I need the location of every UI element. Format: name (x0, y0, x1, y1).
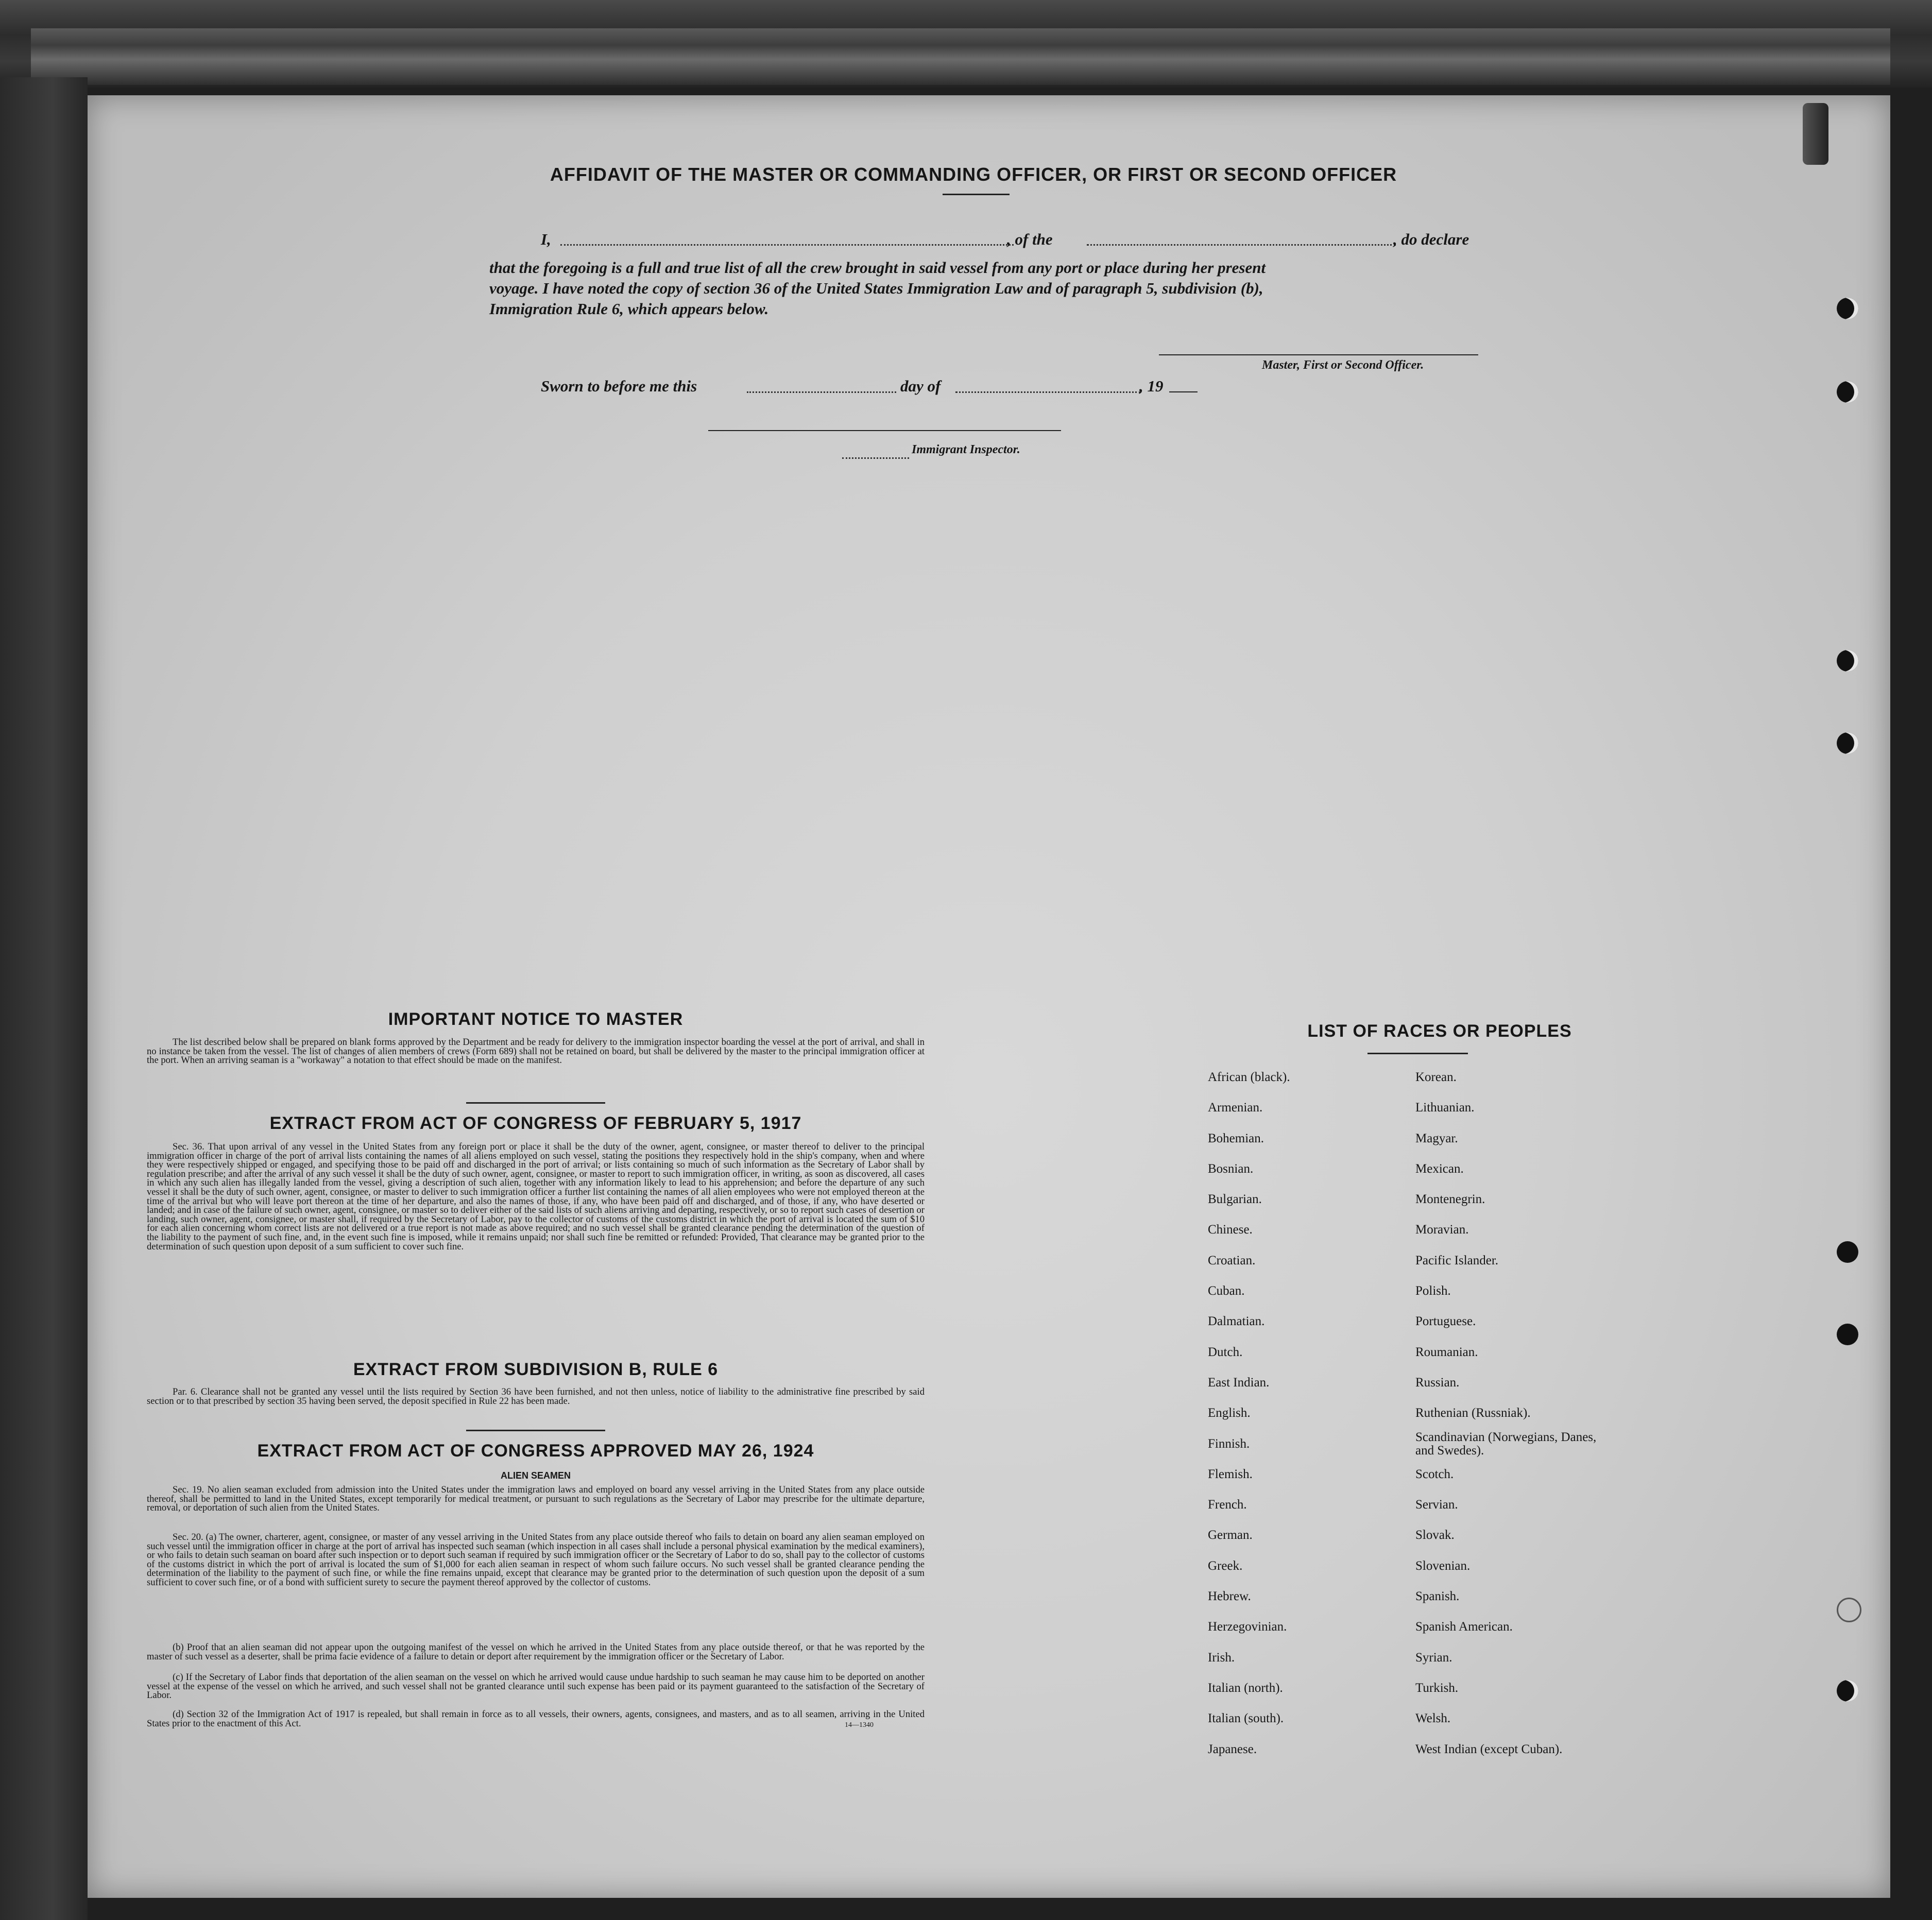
scanner-background-left (0, 77, 88, 1920)
rule6-body: Par. 6. Clearance shall not be granted any vessel until the lists required by Section 36 have been furnished, and not then unless, notice of liability to the administrative fine prescribed by said section or to that prescribed by section 35 having been served, the deposit specified in Rule 22 has been made. (147, 1386, 925, 1407)
race-item: English. (1208, 1406, 1251, 1420)
race-item: Croatian. (1208, 1253, 1256, 1267)
race-item: Russian. (1415, 1375, 1460, 1390)
sec20c-text: (c) If the Secretary of Labor finds that deportation of the alien seaman on the vessel on which he arrived would cause undue hardship to such seaman he may cause him to be deported on another vessel at the expense of the vessel on which he arrived, and such vessel shall not be granted clearance until such expense has been paid or its payment guaranteed to the satisfaction of the Secretary of Labor. (147, 1672, 925, 1701)
race-item: Montenegrin. (1415, 1192, 1485, 1207)
race-item: Dutch. (1208, 1345, 1243, 1359)
affidavit-do-declare: , do declare (1393, 230, 1469, 248)
name-blank[interactable] (560, 244, 1014, 246)
sec20a-text: Sec. 20. (a) The owner, charterer, agent, consignee, or master of any vessel arriving in the United States from any place outside thereof who fails to detain on board any alien seaman employed on such vessel until the immigration officer in charge at the port of arrival has inspected such seaman (which inspection in all cases shall include a personal physical examination by the medical examiners), or who fails to detain such seaman on board after such inspection or to deport such seaman if required by such immigration officer or the Secretary of Labor to do so, shall pay to the collector of customs of the customs district in which the port of arrival is located the sum of $1,000 for each alien seaman in respect of whom such failure occurs. No such vessel shall be granted clearance pending the determination of the liability to the payment of such fine, or while the fine remains unpaid, except that clearance may be granted prior to the determination of such question upon the deposit of a sum sufficient to cover such fine, or of a bond with sufficient surety to secure the payment thereof approved by the collector of customs. (147, 1532, 925, 1588)
races-title: LIST OF RACES OR PEOPLES (1307, 1021, 1572, 1041)
affidavit-i: I, (541, 230, 551, 248)
race-item: Portuguese. (1415, 1314, 1476, 1329)
affidavit-line-3: Immigration Rule 6, which appears below. (489, 300, 769, 318)
extract-1917-body: Sec. 36. That upon arrival of any vessel in the United States from any foreign port or place it shall be the duty of the owner, agent, consignee, or master thereof to deliver to the principal immigration officer in charge of the port of arrival lists containing the names of all aliens employed on such vessel, stating the positions they respectively hold in the ship's company, when and where they were respectively shipped or engaged, and specifying those to be paid off and discharged in the port of arrival; or lists containing so much of such information as the Secretary of Labor shall by regulation prescribe; and after the arrival of any such vessel it shall be the duty of such owner, agent, consignee, or master to report to such immigration officer, in writing, as soon as discovered, all cases in which any such alien has illegally landed from the vessel, giving a description of such alien, together with any information likely to lead to his apprehension; and before the departure of any such vessel it shall be the duty of such owner, agent, consignee, or master to deliver to such immigration officer a further list containing the names of all alien employees who were not employed thereon at the time of the arrival but who will leave port thereon at the time of her departure, and also the names of those, if any, who have been paid off and discharged, and of those, if any, who have deserted or landed; and in case of the failure of such owner, agent, consignee, or master so to deliver either of the said lists of such aliens arriving and departing, respectively, or so to report such cases of desertion or landing, such owner, agent, consignee, or master shall, if required by the Secretary of Labor, pay to the collector of customs of the customs district in which the port of arrival is located the sum of $10 for each alien concerning whom correct lists are not delivered or a true report is not made as above required; and no such vessel shall be granted clearance pending the determination of the question of the liability to the payment of such fine, and, in the event such fine is imposed, while it remains unpaid; nor shall such fine be remitted or refunded: Provided, That clearance may be granted prior to the determination of such question upon deposit of a sum sufficient to cover such fine. (147, 1141, 925, 1252)
race-item: Slovenian. (1415, 1558, 1471, 1573)
race-item: Ruthenian (Russniak). (1415, 1406, 1531, 1420)
divider (943, 194, 1010, 195)
extract-1917-title: EXTRACT FROM ACT OF CONGRESS OF FEBRUARY 5, 1917 (269, 1113, 802, 1133)
races-right-column (1415, 1062, 1601, 1764)
day-of-label: day of (900, 377, 941, 395)
punch-hole (1837, 381, 1858, 403)
race-item: French. (1208, 1498, 1247, 1512)
race-item: Bulgarian. (1208, 1192, 1262, 1207)
race-item: Mexican. (1415, 1161, 1464, 1176)
race-item: Flemish. (1208, 1467, 1253, 1481)
year-label: , 19 (1139, 377, 1164, 395)
affidavit-line-2: voyage. I have noted the copy of section 36 of the United States Immigration Law and of paragraph 5, subdivision (b), (489, 279, 1263, 297)
rule6-title: EXTRACT FROM SUBDIVISION B, RULE 6 (353, 1360, 719, 1379)
sec20d-text: (d) Section 32 of the Immigration Act of 1917 is repealed, but shall remain in force as to all vessels, their owners, agents, consignees, and masters, and as to all seamen, arriving in the United States prior to the enactment of this Act. (147, 1709, 925, 1729)
race-item: Syrian. (1415, 1650, 1452, 1665)
inspector-label: Immigrant Inspector. (912, 443, 1020, 456)
binding-strip (31, 28, 1890, 85)
punch-hole (1837, 298, 1858, 319)
sworn-label: Sworn to before me this (541, 377, 697, 395)
race-item: Italian (south). (1208, 1711, 1284, 1726)
inspector-dots (842, 457, 909, 459)
race-item: Moravian. (1415, 1223, 1469, 1237)
race-item: German. (1208, 1528, 1253, 1542)
race-item: Servian. (1415, 1498, 1458, 1512)
race-item: Finnish. (1208, 1436, 1250, 1451)
race-item: Korean. (1415, 1070, 1457, 1084)
punch-hole (1837, 1324, 1858, 1345)
extract-1924-title: EXTRACT FROM ACT OF CONGRESS APPROVED MAY 26, 1924 (257, 1441, 814, 1461)
race-item: Roumanian. (1415, 1345, 1478, 1359)
race-item: Bohemian. (1208, 1131, 1264, 1145)
race-item: Chinese. (1208, 1223, 1253, 1237)
race-item: Pacific Islander. (1415, 1253, 1499, 1267)
divider (466, 1430, 605, 1431)
divider (466, 1102, 605, 1104)
race-item: Slovak. (1415, 1528, 1455, 1542)
punch-hole (1837, 732, 1858, 754)
divider (1367, 1053, 1468, 1054)
race-item: Herzegovinian. (1208, 1620, 1287, 1634)
race-item: Japanese. (1208, 1742, 1257, 1756)
race-item: African (black). (1208, 1070, 1290, 1084)
form-number: 14—1340 (845, 1721, 874, 1729)
race-item: Spanish American. (1415, 1620, 1513, 1634)
master-signature-line[interactable] (1159, 354, 1478, 355)
sworn-day-blank[interactable] (747, 391, 896, 393)
year-blank[interactable] (1169, 391, 1198, 392)
punch-hole (1837, 1598, 1861, 1622)
document-page (88, 95, 1890, 1898)
affidavit-of-the: , of the (1007, 230, 1053, 248)
race-item: Scandinavian (Norwegians, Danes, and Swedes). (1415, 1430, 1597, 1458)
punch-hole (1837, 1680, 1858, 1702)
race-item: Italian (north). (1208, 1681, 1283, 1695)
race-item: Bosnian. (1208, 1161, 1254, 1176)
notice-body: The list described below shall be prepared on blank forms approved by the Department and be ready for delivery to the immigration inspector boarding the vessel at the port of arrival, and shall in no instance be taken from the vessel. The list of changes of alien members of crews (Form 689) shall not be retained on board, but shall be delivered by the master to the principal immigration officer at the port. When an arriving seaman is a "workaway" a notation to that effect should be made on the manifest. (147, 1037, 925, 1066)
sec20b-text: (b) Proof that an alien seaman did not appear upon the outgoing manifest of the vessel on which he arrived in the United States from any place outside thereof, or that he was reported by the master of such vessel as a deserter, shall be prima facie evidence of a failure to detain or deport after requirement by the immigration officer or the Secretary of Labor. (147, 1642, 925, 1662)
race-item: East Indian. (1208, 1375, 1270, 1390)
affidavit-title: AFFIDAVIT OF THE MASTER OR COMMANDING OFFICER, OR FIRST OR SECOND OFFICER (550, 164, 1397, 185)
race-item: Armenian. (1208, 1101, 1263, 1115)
master-signature-label: Master, First or Second Officer. (1262, 358, 1424, 372)
sec19-text: Sec. 19. No alien seaman excluded from admission into the United States under the immigration laws and employed on board any vessel arriving in the United States from any place outside thereof, shall be permitted to land in the United States, except temporarily for medical treatment, or pursuant to such regulations as the Secretary of Labor may prescribe for the ultimate departure, removal, or deportation of such alien from the United States. (147, 1484, 925, 1514)
notice-title: IMPORTANT NOTICE TO MASTER (388, 1009, 683, 1029)
sworn-month-blank[interactable] (955, 391, 1141, 393)
races-left-column (1208, 1062, 1290, 1764)
race-item: Hebrew. (1208, 1589, 1251, 1604)
race-item: Lithuanian. (1415, 1101, 1475, 1115)
affidavit-line-1: that the foregoing is a full and true list of all the crew brought in said vessel from any port or place during her present (489, 259, 1266, 277)
race-item: West Indian (except Cuban). (1415, 1742, 1563, 1756)
race-item: Irish. (1208, 1650, 1235, 1665)
race-item: Welsh. (1415, 1711, 1451, 1726)
race-item: Turkish. (1415, 1681, 1459, 1695)
race-item: Spanish. (1415, 1589, 1460, 1604)
paper-clip (1803, 103, 1828, 165)
race-item: Magyar. (1415, 1131, 1458, 1145)
punch-hole (1837, 650, 1858, 672)
race-item: Scotch. (1415, 1467, 1454, 1481)
punch-hole (1837, 1241, 1858, 1263)
race-item: Greek. (1208, 1558, 1243, 1573)
race-item: Polish. (1415, 1284, 1451, 1298)
race-item: Cuban. (1208, 1284, 1245, 1298)
alien-seamen-subtitle: ALIEN SEAMEN (500, 1470, 571, 1481)
vessel-blank[interactable] (1087, 244, 1396, 246)
race-item: Dalmatian. (1208, 1314, 1265, 1329)
inspector-signature-line[interactable] (708, 430, 1061, 431)
